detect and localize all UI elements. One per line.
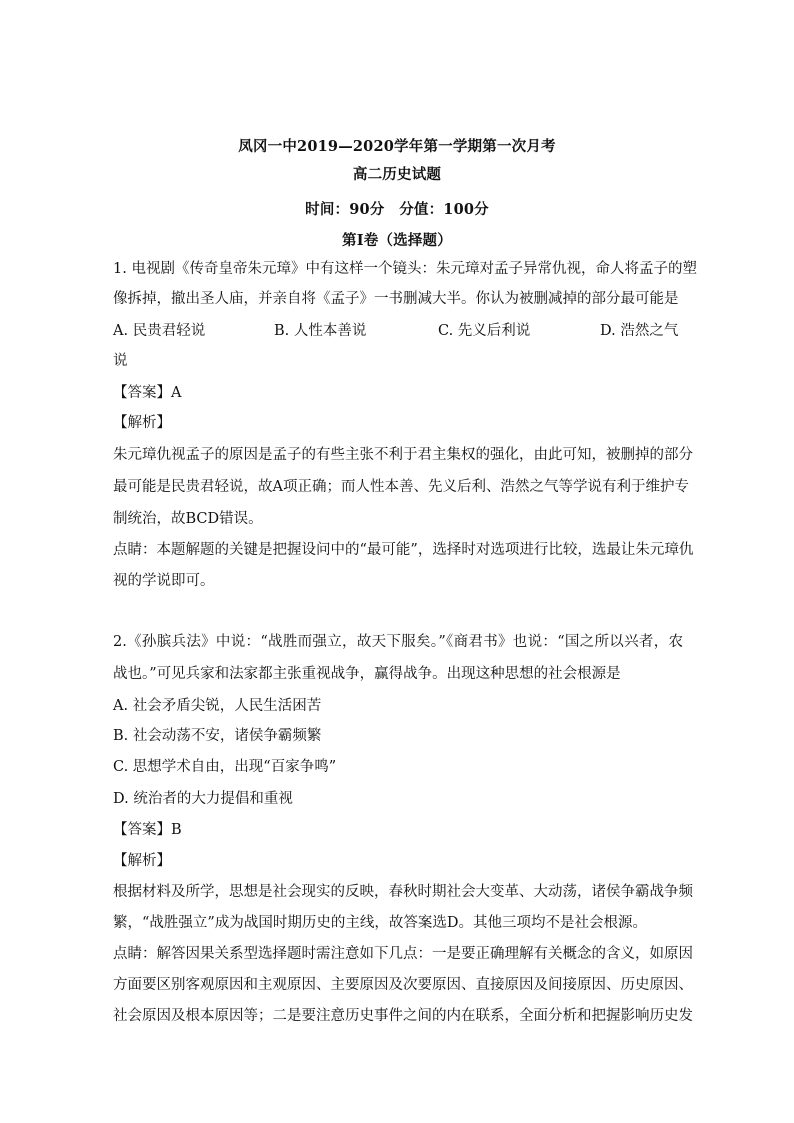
- q2-option-d: D. 统治者的大力提倡和重视: [113, 791, 293, 807]
- q2-tip-line-3: 社会原因及根本原因等；二是要注意历史事件之间的内在联系，全面分析和把握影响历史发: [113, 1008, 693, 1024]
- q2-analysis-line-2: 繁，“战胜强立”成为战国时期历史的主线，故答案选D。其他三项均不是社会根源。: [113, 915, 647, 931]
- q2-analysis-label: 【解析】: [113, 853, 171, 869]
- q1-answer: 【答案】A: [113, 385, 182, 401]
- q2-stem-line-2: 战也。”可见兵家和法家都主张重视战争，赢得战争。出现这种思想的社会根源是: [113, 666, 621, 682]
- q1-analysis-line-2: 最可能是民贵君轻说，故A项正确；而人性本善、先义后利、浩然之气等学说有利于维护专: [113, 479, 689, 495]
- q2-answer: 【答案】B: [113, 822, 182, 838]
- school-title: 凤冈一中2019—2020学年第一学期第一次月考: [238, 138, 556, 155]
- q1-tip-line-2: 视的学说即可。: [113, 573, 215, 589]
- q2-analysis-line-1: 根据材料及所学，思想是社会现实的反映，春秋时期社会大变革、大动荡，诸侯争霸战争频: [113, 884, 693, 900]
- q2-option-a: A. 社会矛盾尖锐，人民生活困苦: [113, 698, 322, 714]
- q2-option-c: C. 思想学术自由，出现“百家争鸣”: [113, 759, 337, 775]
- q1-analysis-line-3: 制统治，故BCD错误。: [113, 511, 263, 527]
- q1-option-d: D. 浩然之气: [600, 323, 679, 339]
- subject-title: 高二历史试题: [352, 166, 442, 183]
- q2-tip-line-2: 方面要区别客观原因和主观原因、主要原因及次要原因、直接原因及间接原因、历史原因、: [113, 977, 693, 993]
- q1-analysis-line-1: 朱元璋仇视孟子的原因是孟子的有些主张不利于君主集权的强化，由此可知，被删掉的部分: [113, 447, 693, 463]
- time-score-line: 时间：90分 分值：100分: [305, 201, 489, 218]
- q1-tip-line-1: 点睛：本题解题的关键是把握设问中的“最可能”，选择时对选项进行比较，选最让朱元璋仇: [113, 542, 694, 558]
- q2-option-b: B. 社会动荡不安，诸侯争霸频繁: [113, 728, 322, 744]
- q1-option-c: C. 先义后利说: [438, 323, 531, 339]
- q1-option-b: B. 人性本善说: [274, 323, 367, 339]
- q1-stem-line-1: 1. 电视剧《传奇皇帝朱元璋》中有这样一个镜头：朱元璋对孟子异常仇视，命人将孟子的塑: [113, 261, 697, 277]
- q2-stem-line-1: 2.《孙膑兵法》中说：“战胜而强立，故天下服矣。”《商君书》也说：“国之所以兴者，农: [113, 634, 683, 650]
- section-title: 第Ⅰ卷（选择题）: [342, 232, 452, 249]
- q1-stem-line-2: 像拆掉，撤出圣人庙，并亲自将《孟子》一书删减大半。你认为被删减掉的部分最可能是: [113, 291, 679, 307]
- q1-option-d-wrap: 说: [113, 353, 128, 369]
- q1-analysis-label: 【解析】: [113, 415, 171, 431]
- q1-option-a: A. 民贵君轻说: [113, 323, 206, 339]
- q2-tip-line-1: 点睛：解答因果关系型选择题时需注意如下几点：一是要正确理解有关概念的含义，如原因: [113, 946, 693, 962]
